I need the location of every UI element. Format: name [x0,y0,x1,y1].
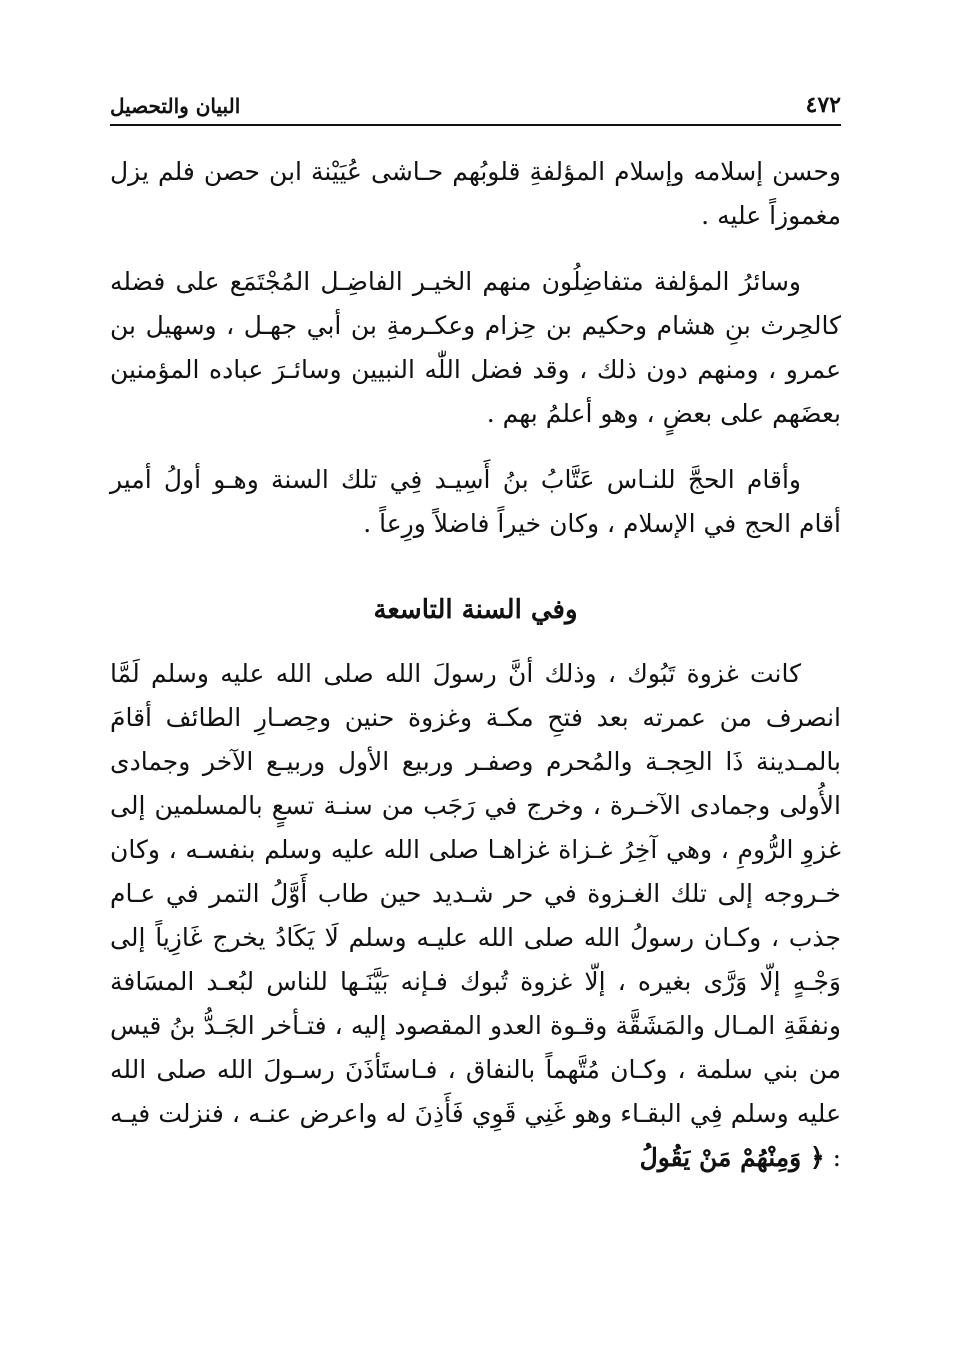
section-title: وفي السنة التاسعة [373,595,578,625]
section-paragraph [110,652,841,1180]
paragraph: وحسن إسلامه وإسلام المؤلفةِ قلوبُهم حـاشى عُيَيْنة ابن حصن فلم يزل مغموزاً عليه . [110,157,841,230]
page-body [110,150,841,1202]
section-paragraph-text: كانت غزوة تَبُوك ، وذلك أنَّ رسولَ الله صلى الله عليه وسلم لَمَّا انصرف من عمرته بعد فتحِ مكـة وغزوة حنين وحِصـارِ الطائف أقامَ بالمـدينة ذَا الحِجـة والمُحرم وصفـر وربيع الأول وربيـع الآخر وجمادى الأُولى وجمادى الآخـرة ، وخرج في رَجَب من سنـة تسعٍ بالمسلمين إلى غزوِ الرُّومِ ، وهي آخِرُ غـزاة غزاهـا صلى الله عليه وسلم بنفسـه ، وكان خـروجه إلى تلك الغـزوة في حر شـديد حين طاب أَوَّلُ التمر في عـام جذب ، وكـان رسولُ الله صلى الله عليـه وسلم لَا يَكَادُ يخرج غَازِياً إلى وَجْـهٍ إلّا وَرَّى بغيره ، إلّا غزوة تُبوك فـإنه بَيَّنَـها للناس لبُعـد المسَافة ونفقَةِ المـال والمَشَقَّة وقـوة العدو المقصود إليه ، فتـأخر الجَـدُّ بنُ قيس من بني سلمة ، وكـان مُتَّهماً بالنفاق ، فـاستَأذَنَ رسـولَ الله صلى الله عليه وسلم فِي البقـاء وهو غَنِي قَوِي فَأَذِنَ له واعرض عنـه ، فنزلت فيـه : [110,659,841,1172]
page-header [110,86,841,126]
quran-fragment: ﴿ وَمِنْهُمْ مَنْ يَقُولُ [639,1143,825,1172]
paragraph: وأقام الحجَّ للنـاس عَتَّابُ بنُ أَسِيـد فِي تلك السنة وهـو أولُ أمير أقام الحج في الإسلام ، وكان خيراً فاضلاً ورِعاً . [110,465,841,538]
running-title: البيان والتحصيل [110,94,241,118]
paragraph: وسائرُ المؤلفة متفاضِلُون منهم الخيـر الفاضِـل المُجْتَمَع على فضله كالحِرث بنِ هشام وحكيم بن حِزام وعكـرمةِ بن أبي جهـل ، وسهيل بن عمرو ، ومنهم دون ذلك ، وقد فضل اللّٰه النبيين وسائـرَ عباده المؤمنين بعضَهم على بعضٍ ، وهو أعلمُ بهم . [110,267,841,428]
page-number: ٤٧٢ [805,92,841,118]
